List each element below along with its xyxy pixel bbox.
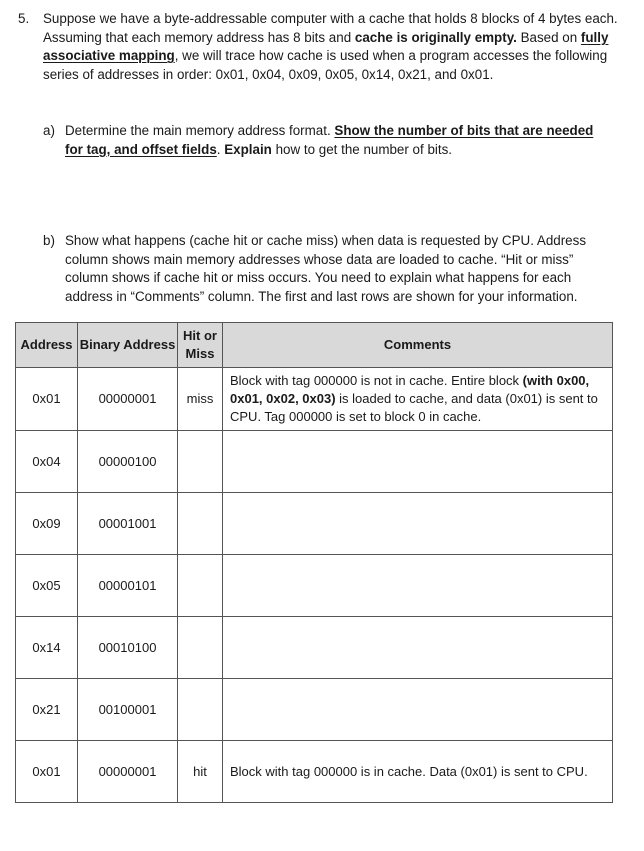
table-row xyxy=(16,431,613,493)
hit-or-miss-cell xyxy=(178,555,223,617)
table-row xyxy=(16,679,613,741)
address-cell: 0x05 xyxy=(16,555,78,617)
text-segment: Explain xyxy=(224,141,272,157)
table-header-row xyxy=(16,323,613,368)
comment-cell xyxy=(223,431,613,493)
text-segment: (with 0x00, 0x01, 0x02, 0x03) xyxy=(230,373,590,406)
address-cell: 0x14 xyxy=(16,617,78,679)
hit-or-miss-cell: hit xyxy=(178,741,223,803)
table-row xyxy=(16,493,613,555)
header-comments: Comments xyxy=(223,323,613,368)
binary-address-cell: 00001001 xyxy=(78,493,178,555)
hit-or-miss-cell xyxy=(178,617,223,679)
address-cell: 0x09 xyxy=(16,493,78,555)
table-row xyxy=(16,741,613,803)
part-b-text: Show what happens (cache hit or cache miss) when data is requested by CPU. Address column shows main memory addresses whose data are loaded to cache. “Hit or miss” column shows if cache hit or miss occurs. You need to explain what happens for each address in “Comments” column. The first and last rows are shown for your information. xyxy=(65,233,587,304)
address-cell: 0x01 xyxy=(16,741,78,803)
text-segment: Show the number of bits that are needed for tag, and offset fields xyxy=(65,123,594,157)
comment-cell xyxy=(223,493,613,555)
hit-or-miss-cell xyxy=(178,493,223,555)
table-row xyxy=(16,617,613,679)
binary-address-cell: 00000100 xyxy=(78,431,178,493)
comment-cell xyxy=(223,555,613,617)
hit-or-miss-cell xyxy=(178,431,223,493)
text-segment: fully associative mapping xyxy=(43,29,609,63)
text-segment: , we will trace how cache is used when a program accesses the following series of addresses in order: 0x01, 0x04, 0x09, 0x05, 0x14, 0x21, and 0x01. xyxy=(43,48,608,82)
binary-address-cell: 00000101 xyxy=(78,555,178,617)
text-segment: Determine the main memory address format. xyxy=(65,123,335,138)
header-binary-address: Binary Address xyxy=(78,323,178,368)
text-segment: Based on xyxy=(516,29,581,45)
text-segment: . xyxy=(216,141,225,157)
comment-cell xyxy=(223,368,613,431)
text-segment: is loaded to cache, and data (0x01) is sent to CPU. Tag 000000 is set to block 0 in cache. xyxy=(230,391,598,424)
hit-or-miss-cell xyxy=(178,679,223,741)
binary-address-cell: 00000001 xyxy=(78,368,178,431)
part-b-label: b) xyxy=(43,233,55,248)
comment-cell xyxy=(223,679,613,741)
binary-address-cell: 00100001 xyxy=(78,679,178,741)
comment-cell xyxy=(223,617,613,679)
question-number: 5. xyxy=(18,11,30,26)
table-row xyxy=(16,368,613,431)
part-a-label: a) xyxy=(43,123,55,138)
cache-trace-table xyxy=(15,322,613,803)
table-row xyxy=(16,555,613,617)
header-hit-or-miss: Hit or Miss xyxy=(178,323,223,368)
comment-cell xyxy=(223,741,613,803)
text-segment: Block with tag 000000 is not in cache. Entire block xyxy=(230,373,523,388)
text-segment: Suppose we have a byte-addressable computer with a cache that holds 8 blocks of 4 bytes each. Assuming that each memory address has 8 bits and xyxy=(43,11,618,45)
binary-address-cell: 00000001 xyxy=(78,741,178,803)
text-segment: how to get the number of bits. xyxy=(271,141,453,157)
text-segment: cache is originally empty. xyxy=(354,29,517,45)
address-cell: 0x21 xyxy=(16,679,78,741)
address-cell: 0x04 xyxy=(16,431,78,493)
hit-or-miss-cell: miss xyxy=(178,368,223,431)
header-address: Address xyxy=(16,323,78,368)
part-a-text xyxy=(65,122,605,159)
address-cell: 0x01 xyxy=(16,368,78,431)
binary-address-cell: 00010100 xyxy=(78,617,178,679)
question-text xyxy=(43,10,633,84)
text-segment: Block with tag 000000 is in cache. Data (0x01) is sent to CPU. xyxy=(230,763,588,779)
